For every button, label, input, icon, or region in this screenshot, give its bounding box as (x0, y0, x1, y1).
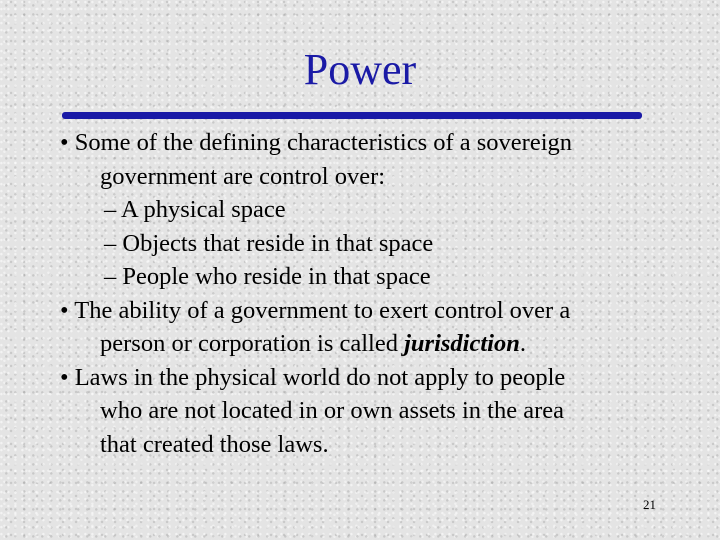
bullet-1-line-1 (60, 126, 680, 160)
bullet-2-text-prefix: person or corporation is called (100, 330, 405, 357)
title-underline (62, 112, 642, 119)
bullet-1-text-line-1: Some of the defining characteristics of a sovereign (74, 129, 573, 156)
slide-body (60, 126, 680, 461)
bullet-3-text-line-1: Laws in the physical world do not apply to people (74, 363, 566, 391)
dash-marker: – (104, 229, 117, 257)
bullet-3-line-1 (60, 361, 680, 395)
bullet-2-line-1 (60, 294, 680, 328)
page-number: 21 (643, 497, 656, 512)
sub-item-2 (60, 227, 680, 261)
bullet-marker: • (60, 129, 69, 156)
bullet-2-text-line-1: The ability of a government to exert control over a (74, 296, 571, 324)
bullet-marker: • (60, 363, 69, 391)
bullet-3-line-3: that created those laws. (100, 430, 329, 458)
sub-item-1 (60, 193, 680, 227)
bullet-3-line-2: who are not located in or own assets in the area (100, 397, 564, 424)
sub-item-3 (60, 260, 680, 294)
bullet-2-line-2 (60, 327, 680, 361)
sub-item-3-text: People who reside in that space (122, 263, 431, 290)
jurisdiction-term: jurisdiction (404, 330, 520, 357)
bullet-1-line-2: government are control over: (100, 162, 386, 190)
dash-marker: – (104, 263, 117, 290)
sub-item-1-text: A physical space (121, 196, 286, 223)
bullet-marker: • (60, 296, 69, 324)
sub-item-2-text: Objects that reside in that space (122, 229, 434, 257)
bullet-2-text-suffix: . (519, 330, 526, 357)
slide-title: Power (303, 45, 417, 94)
dash-marker: – (104, 196, 117, 223)
